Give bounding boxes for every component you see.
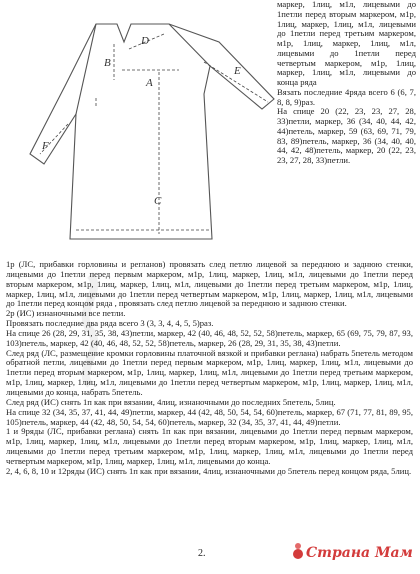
diagram-label-f: F — [42, 140, 49, 152]
diagram-label-c: C — [154, 195, 162, 207]
paragraph: На спице 32 (34, 35, 37, 41, 44, 49)петли, маркер, 44 (42, 48, 50, 54, 54, 60)петель, маркер, 67 (71, 77, 81, 89, 95, 105)петель, маркер, 44 (42, 48, 50, 54, 54, 60)петель, маркер, 32 (34, 35, 37, 41, 44, 49)петли. — [6, 406, 413, 427]
paragraph: 2, 4, 6, 8, 10 и 12ряды (ИС) снять 1п как при вязании, 4лиц, изнаночными до 5петель перед концом ряда, 5лиц. — [6, 465, 412, 476]
paragraph: 1р (ЛС, прибавки горловины и регланов) провязать след петлю лицевой за переднюю и заднюю стенки, лицевыми до 1петли перед первым маркером, м1р, 1лиц, маркер, 1лиц, м1л, лицевыми до 1петли перед вторым маркером, м1р, 1лиц, маркер, 1лиц, м1л, лицевыми до 1петли перед третьим маркером, м1р, 1лиц, маркер, 1лиц, м1л, лицевыми до 1петли перед четвертым маркером, м1р, 1лиц, маркер, 1лиц, м1л, лицевыми до 1петли перед концом ряда , провязать след петлю лицевой за переднюю и заднюю стенки. — [6, 259, 413, 309]
body-text — [6, 260, 413, 477]
paragraph: След ряд (ЛС, размещение кромки горловины платочной вязкой и прибавки реглана) набрать 5петель методом обратной петли, лицевыми до 1петли перед первым маркером, м1р, 1лиц, маркер, 1лиц, м1л, лицевыми до 1петли перед вторым маркером, м1р, 1лиц, маркер, 1лиц, м1л, лицевыми до 1петли перед третьим маркером, м1р, 1лиц, маркер, 1лиц, м1л, лицевыми до 1петли перед четвертым маркером, м1р, 1лиц, маркер, 1лиц, м1л, лицевыми до конца, набрать 5петель. — [6, 347, 413, 397]
sweater-outline — [30, 24, 274, 239]
paragraph: 1 и 9ряды (ЛС, прибавки реглана) снять 1п как при вязании, лицевыми до 1петли перед первым маркером, м1р, 1лиц, маркер, 1лиц, м1л, лицевыми до 1петли перед вторым маркером, м1р, 1лиц, маркер, 1лиц, м1л, лицевыми до 1петли перед третьим маркером, м1р, 1лиц, маркер, 1лиц, м1л, лицевыми до 1петли перед четвертым маркером, м1р, 1лиц, маркер, 1лиц, м1л, лицевыми до конца. — [6, 426, 413, 466]
paragraph: Вязать последние 4ряда всего 6 (6, 7, 8, 8, 9)раз. — [277, 86, 416, 107]
sweater-schematic — [4, 4, 276, 258]
diagram-label-d: D — [141, 35, 149, 47]
diagram-label-a: A — [146, 77, 153, 89]
site-logo-text: Страна Мам — [306, 545, 413, 561]
right-column-text — [277, 0, 416, 166]
diagram-label-e: E — [234, 65, 241, 77]
page-number: 2. — [198, 548, 206, 559]
paragraph: След ряд (ИС) снять 1п как при вязании, 4лиц, изнаночными до последних 5петель, 5лиц. — [6, 396, 336, 407]
paragraph: На спице 20 (22, 23, 23, 27, 28, 33)петли, маркер, 36 (34, 40, 44, 42, 44)петель, маркер, 59 (63, 69, 71, 79, 83, 89)петель, маркер, 36 (34, 40, 40, 44, 42, 48)петель, маркер, 20 (22, 23, 23, 27, 28, 33)петли. — [277, 106, 416, 165]
paragraph: Провязать последние два ряда всего 3 (3, 3, 4, 4, 5, 5)раз. — [6, 318, 214, 329]
paragraph: маркер, 1лиц, м1л, лицевыми до 1петли перед вторым маркером, м1р, 1лиц, маркер, 1лиц, м1л, лицевыми до 1петли перед третьим маркером, м1р, 1лиц, маркер, 1лиц, м1л, лицевыми до 1петли перед четвертым маркером, м1р, 1лиц, маркер, 1лиц, м1л, лицевыми до конца ряда — [277, 0, 416, 87]
paragraph: 2р (ИС) изнаночными все петли. — [6, 308, 126, 319]
paragraph: На спице 26 (28, 29, 31, 35, 38, 43)петли, маркер, 42 (40, 46, 48, 52, 52, 58)петель, маркер, 65 (69, 75, 79, 87, 93, 103)петель, маркер, 42 (40, 46, 48, 52, 52, 58)петель, маркер, 26 (28, 29, 31, 35, 38, 43)петли. — [6, 327, 413, 348]
diagram-label-b: B — [104, 57, 111, 69]
